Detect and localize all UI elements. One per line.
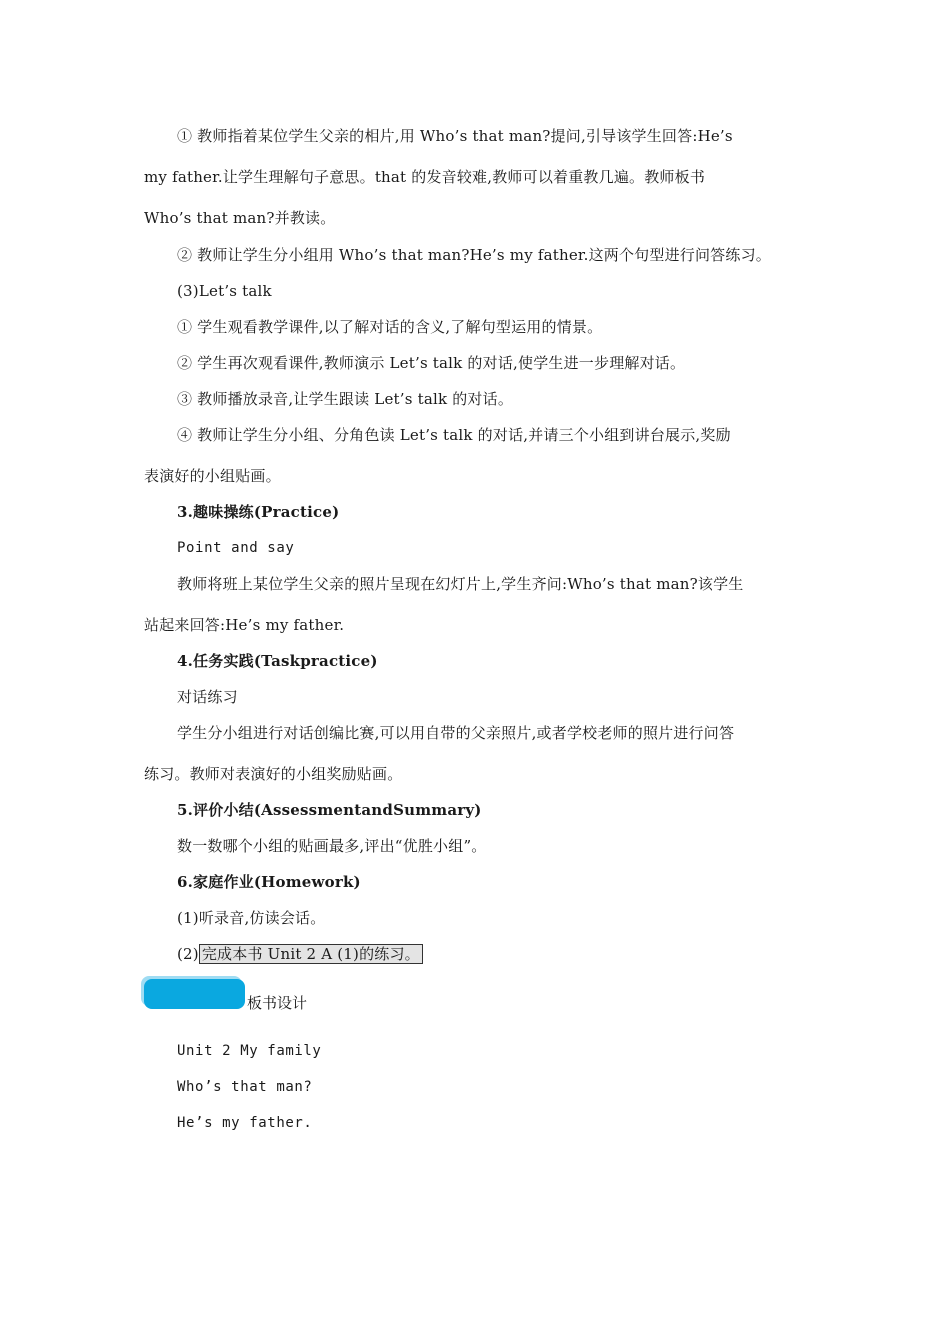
talk-step-2: ② 学生再次观看课件,教师演示 Let’s talk 的对话,使学生进一步理解对话。 (177, 354, 686, 372)
practice-subtitle: Point and say (177, 540, 295, 556)
summary-text: 数一数哪个小组的贴画最多,评出“优胜小组”。 (177, 837, 487, 855)
homework-item-1: (1)听录音,仿读会话。 (177, 909, 326, 927)
step-2-line: ② 教师让学生分小组用 Who’s that man?He’s my father.这两个句型进行问答练习。 (177, 246, 771, 264)
practice-text-line-1: 教师将班上某位学生父亲的照片呈现在幻灯片上,学生齐问:Who’s that man?该学生 (177, 575, 744, 593)
task-subtitle: 对话练习 (177, 688, 238, 706)
section-badge (144, 979, 245, 1009)
talk-step-3: ③ 教师播放录音,让学生跟读 Let’s talk 的对话。 (177, 390, 514, 408)
task-practice-heading: 4.任务实践(Taskpractice) (177, 652, 378, 670)
homework-item-2-prefix: (2) (177, 945, 199, 963)
talk-step-1: ① 学生观看教学课件,以了解对话的含义,了解句型运用的情景。 (177, 318, 603, 336)
board-line-2: Who’s that man? (177, 1079, 313, 1095)
lets-talk-heading: (3)Let’s talk (177, 282, 272, 300)
step-1-line-2: my father.让学生理解句子意思。that 的发音较难,教师可以着重教几遍。教师板书 (144, 168, 706, 186)
step-1-line-3: Who’s that man?并教读。 (144, 209, 336, 227)
talk-step-4-line-1: ④ 教师让学生分小组、分角色读 Let’s talk 的对话,并请三个小组到讲台展示,奖励 (177, 426, 731, 444)
step-1-line-1: ① 教师指着某位学生父亲的相片,用 Who’s that man?提问,引导该学生回答:He’s (177, 127, 733, 145)
homework-heading: 6.家庭作业(Homework) (177, 873, 361, 891)
summary-heading: 5.评价小结(AssessmentandSummary) (177, 801, 482, 819)
task-text-line-2: 练习。教师对表演好的小组奖励贴画。 (144, 765, 403, 783)
practice-heading: 3.趣味操练(Practice) (177, 503, 340, 521)
task-text-line-1: 学生分小组进行对话创编比赛,可以用自带的父亲照片,或者学校老师的照片进行问答 (177, 724, 735, 742)
practice-text-line-2: 站起来回答:He’s my father. (144, 616, 345, 634)
board-design-label: 板书设计 (247, 994, 308, 1012)
talk-step-4-line-2: 表演好的小组贴画。 (144, 467, 281, 485)
board-line-1: Unit 2 My family (177, 1043, 322, 1059)
homework-item-2 (177, 944, 423, 964)
homework-item-2-boxed: 完成本书 Unit 2 A (1)的练习。 (199, 944, 423, 964)
board-line-3: He’s my father. (177, 1115, 313, 1131)
